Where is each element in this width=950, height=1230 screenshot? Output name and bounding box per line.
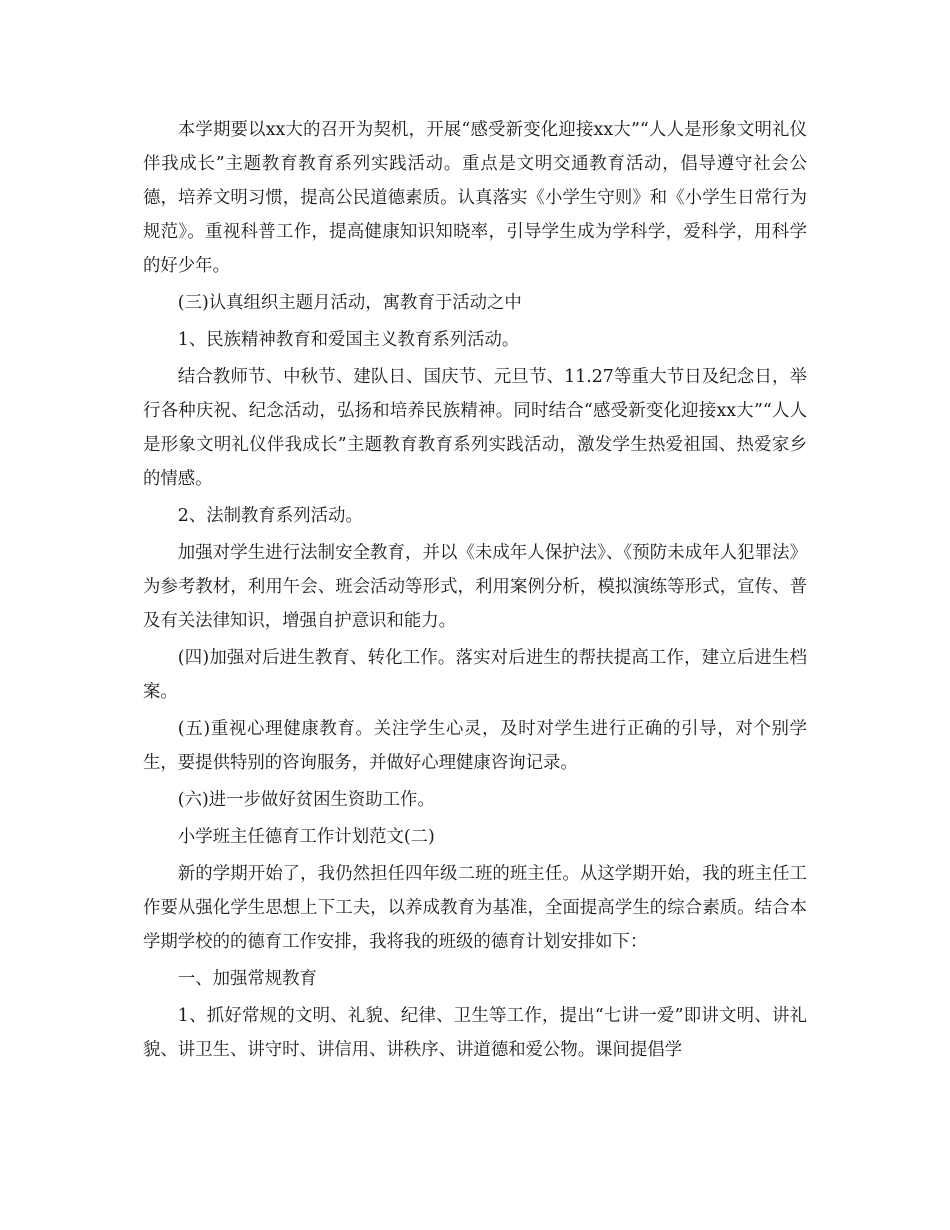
paragraph-section-5: (五)重视心理健康教育。关注学生心灵，及时对学生进行正确的引导，对个别学生，要提供特别的咨询服务，并做好心理健康咨询记录。 [143,719,807,773]
paragraph-heading-routine: 一、加强常规教育 [177,969,317,989]
paragraph-section-6: (六)进一步做好贫困生资助工作。 [177,790,435,810]
paragraph-section-3-heading: (三)认真组织主题月活动，寓教育于活动之中 [177,293,522,313]
paragraph-subtitle-2: 小学班主任德育工作计划范文(二) [177,827,435,847]
paragraph-item-2-heading: 2、法制教育系列活动。 [177,506,363,526]
paragraph-new-semester: 新的学期开始了，我仍然担任四年级二班的班主任。从这学期开始，我的班主任工作要从强化学生思想上下工夫，以养成教育为基准，全面提高学生的综合素质。结合本学期学校的的德育工作安排，我将我的班级的德育计划安排如下： [143,864,807,952]
document-body [143,113,807,1070]
paragraph-national-spirit: 结合教师节、中秋节、建队日、国庆节、元旦节、11.27等重大节日及纪念日，举行各种庆祝、纪念活动，弘扬和培养民族精神。同时结合“感受新变化迎接xx大”“人人是形象文明礼仪伴我成长”主题教育教育系列实践活动，激发学生热爱祖国、热爱家乡的情感。 [143,367,807,489]
paragraph-item-1-heading: 1、民族精神教育和爱国主义教育系列活动。 [177,330,520,350]
paragraph-legal-education: 加强对学生进行法制安全教育，并以《未成年人保护法》、《预防未成年人犯罪法》为参考教材，利用午会、班会活动等形式，利用案例分析，模拟演练等形式，宣传、普及有关法律知识，增强自护意识和能力。 [143,543,807,631]
paragraph-section-4: (四)加强对后进生教育、转化工作。落实对后进生的帮扶提高工作，建立后进生档案。 [143,648,807,702]
paragraph-routine-item-1: 1、抓好常规的文明、礼貌、纪律、卫生等工作，提出“七讲一爱”即讲文明、讲礼貌、讲卫生、讲守时、讲信用、讲秩序、讲道德和爱公物。课间提倡学 [143,1006,807,1060]
paragraph-intro: 本学期要以xx大的召开为契机，开展“感受新变化迎接xx大”“人人是形象文明礼仪伴我成长”主题教育教育系列实践活动。重点是文明交通教育活动，倡导遵守社会公德，培养文明习惯，提高公民道德素质。认真落实《小学生守则》和《小学生日常行为规范》。重视科普工作，提高健康知识知晓率，引导学生成为学科学，爱科学，用科学的好少年。 [143,120,807,276]
